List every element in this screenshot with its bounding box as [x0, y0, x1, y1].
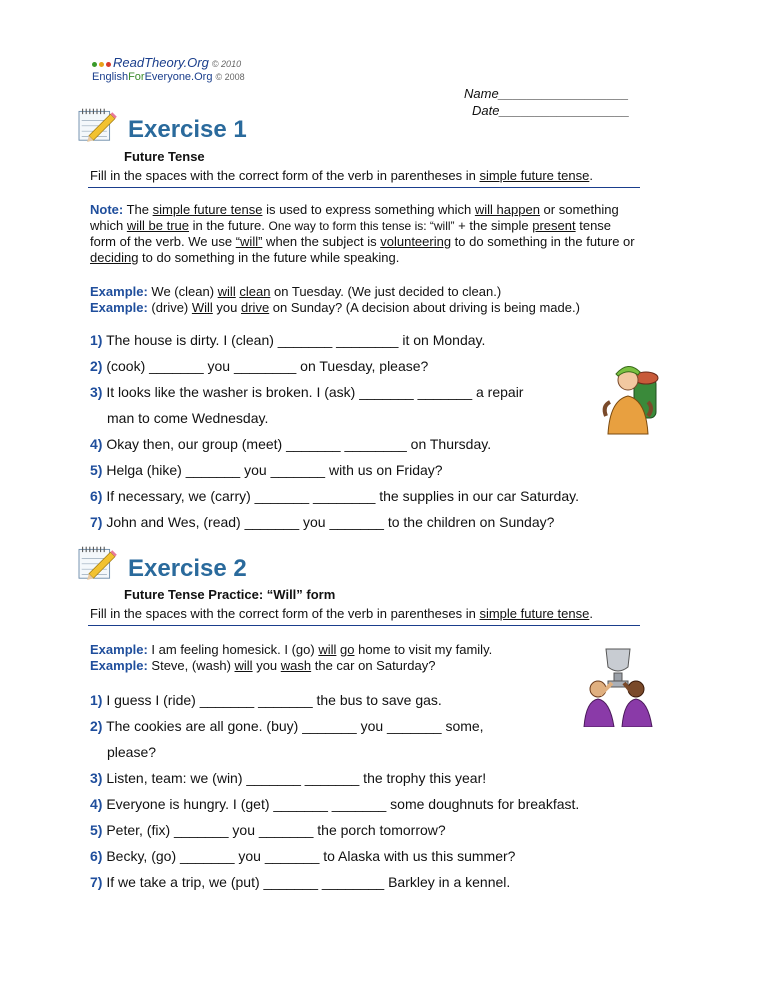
notebook-pencil-icon [74, 106, 120, 147]
exercise2-example-2: Example: Steve, (wash) will you wash the car on Saturday? [90, 658, 436, 673]
exercise1-example-1: Example: We (clean) will clean on Tuesday. (We just decided to clean.) [90, 284, 502, 299]
exercise1-question-1[interactable]: 1) The house is dirty. I (clean) _______ ________ it on Monday. [90, 332, 486, 348]
englishforeveryone-logo [92, 71, 245, 83]
exercise2-question-2-cont: please? [107, 744, 157, 760]
notebook-pencil-icon [74, 544, 120, 585]
exercise1-subtitle: Future Tense [124, 149, 205, 164]
logo2-part2: For [128, 71, 145, 83]
exercise1-divider [88, 187, 640, 188]
exercise1-question-4[interactable]: 4) Okay then, our group (meet) _______ ________ on Thursday. [90, 436, 492, 452]
logo2-part1: English [92, 71, 129, 83]
name-field[interactable]: Name__________________ [464, 86, 629, 101]
exercise1-question-3-cont: man to come Wednesday. [107, 410, 269, 426]
date-field[interactable]: Date__________________ [472, 103, 630, 118]
logo2-copyright: © 2008 [215, 72, 245, 82]
exercise1-note: Note: The simple future tense is used to express something which will happen or something which will be true in the future. One way to form this tense is: “will” + the simple present tense form of the verb. We use “will” when the subject is volunteering to do something in the future or deciding to do something in the future while speaking. [90, 202, 635, 265]
exercise1-example-2: Example: (drive) Will you drive on Sunday? (A decision about driving is being made.) [90, 300, 580, 315]
readtheory-copyright: © 2010 [211, 59, 242, 69]
exercise1-question-7[interactable]: 7) John and Wes, (read) _______ you _______ to the children on Sunday? [90, 514, 555, 530]
exercise1-question-6[interactable]: 6) If necessary, we (carry) _______ ________ the supplies in our car Saturday. [90, 488, 579, 504]
exercise2-question-1[interactable]: 1) I guess I (ride) _______ _______ the bus to save gas. [90, 692, 442, 708]
exercise1-question-5[interactable]: 5) Helga (hike) _______ you _______ with us on Friday? [90, 462, 443, 478]
exercise1-title: Exercise 1 [128, 116, 247, 143]
exercise2-divider [88, 625, 640, 626]
exercise1-question-2[interactable]: 2) (cook) _______ you ________ on Tuesday, please? [90, 358, 429, 374]
logo2-part3: Everyone.Org [144, 71, 213, 83]
hiker-clipart [596, 356, 666, 441]
exercise1-question-3[interactable]: 3) It looks like the washer is broken. I (ask) _______ _______ a repair [90, 384, 524, 400]
exercise2-question-3[interactable]: 3) Listen, team: we (win) _______ _______ the trophy this year! [90, 770, 487, 786]
exercise2-question-7[interactable]: 7) If we take a trip, we (put) _______ ________ Barkley in a kennel. [90, 874, 511, 890]
exercise2-question-6[interactable]: 6) Becky, (go) _______ you _______ to Alaska with us this summer? [90, 848, 516, 864]
exercise1-instruction: Fill in the spaces with the correct form of the verb in parentheses in simple future tense. [90, 168, 593, 183]
readtheory-logo [92, 55, 241, 70]
exercise2-title: Exercise 2 [128, 555, 247, 582]
exercise2-example-1: Example: I am feeling homesick. I (go) will go home to visit my family. [90, 642, 493, 657]
readtheory-logo-text: ReadTheory.Org [113, 55, 209, 70]
exercise2-question-5[interactable]: 5) Peter, (fix) _______ you _______ the porch tomorrow? [90, 822, 446, 838]
exercise2-question-4[interactable]: 4) Everyone is hungry. I (get) _______ _______ some doughnuts for breakfast. [90, 796, 580, 812]
exercise2-instruction: Fill in the spaces with the correct form of the verb in parentheses in simple future tense. [90, 606, 593, 621]
exercise2-subtitle: Future Tense Practice: “Will” form [124, 587, 336, 602]
trophy-clipart [578, 645, 658, 732]
exercise2-question-2[interactable]: 2) The cookies are all gone. (buy) _______ you _______ some, [90, 718, 484, 734]
